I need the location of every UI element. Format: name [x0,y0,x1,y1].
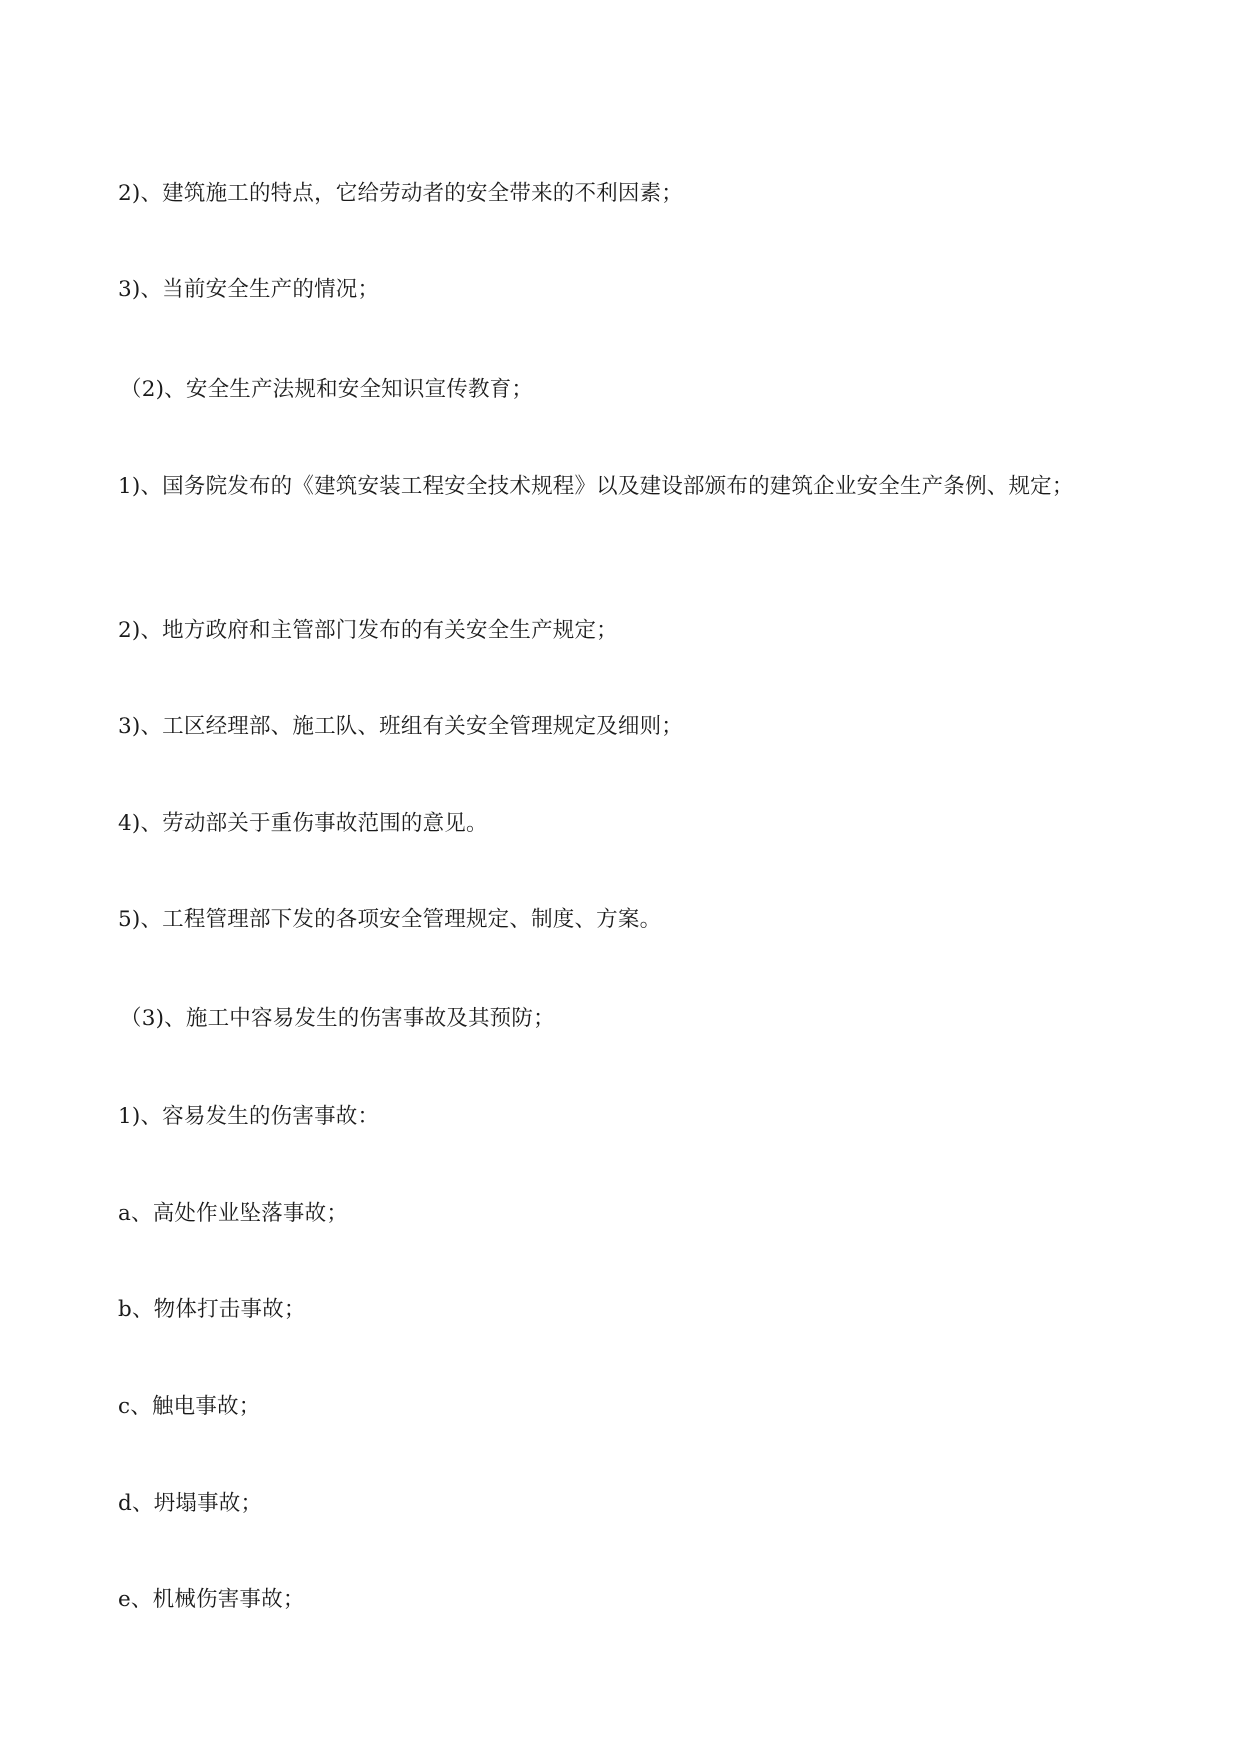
text-line: 2)、地方政府和主管部门发布的有关安全生产规定； [118,618,618,643]
text-line: 4)、劳动部关于重伤事故范围的意见。 [118,811,488,836]
text-line: 5)、工程管理部下发的各项安全管理规定、制度、方案。 [118,907,662,932]
section-heading: （3)、施工中容易发生的伤害事故及其预防； [120,1006,555,1031]
text-line: 1)、国务院发布的《建筑安装工程安全技术规程》以及建设部颁布的建筑企业安全生产条例、规定； [118,474,1074,499]
text-line: 3)、工区经理部、施工队、班组有关安全管理规定及细则； [118,714,683,739]
list-item: b、物体打击事故； [118,1297,306,1322]
text-line: 2)、建筑施工的特点，它给劳动者的安全带来的不利因素； [118,181,683,206]
list-item: a、高处作业坠落事故； [118,1201,349,1226]
section-heading: （2)、安全生产法规和安全知识宣传教育； [120,377,534,402]
list-item: c、触电事故； [118,1394,261,1419]
list-item: d、坍塌事故； [118,1491,263,1516]
text-line: 3)、当前安全生产的情况； [118,277,380,302]
list-item: e、机械伤害事故； [118,1587,305,1612]
text-line: 1)、容易发生的伤害事故： [118,1104,380,1129]
